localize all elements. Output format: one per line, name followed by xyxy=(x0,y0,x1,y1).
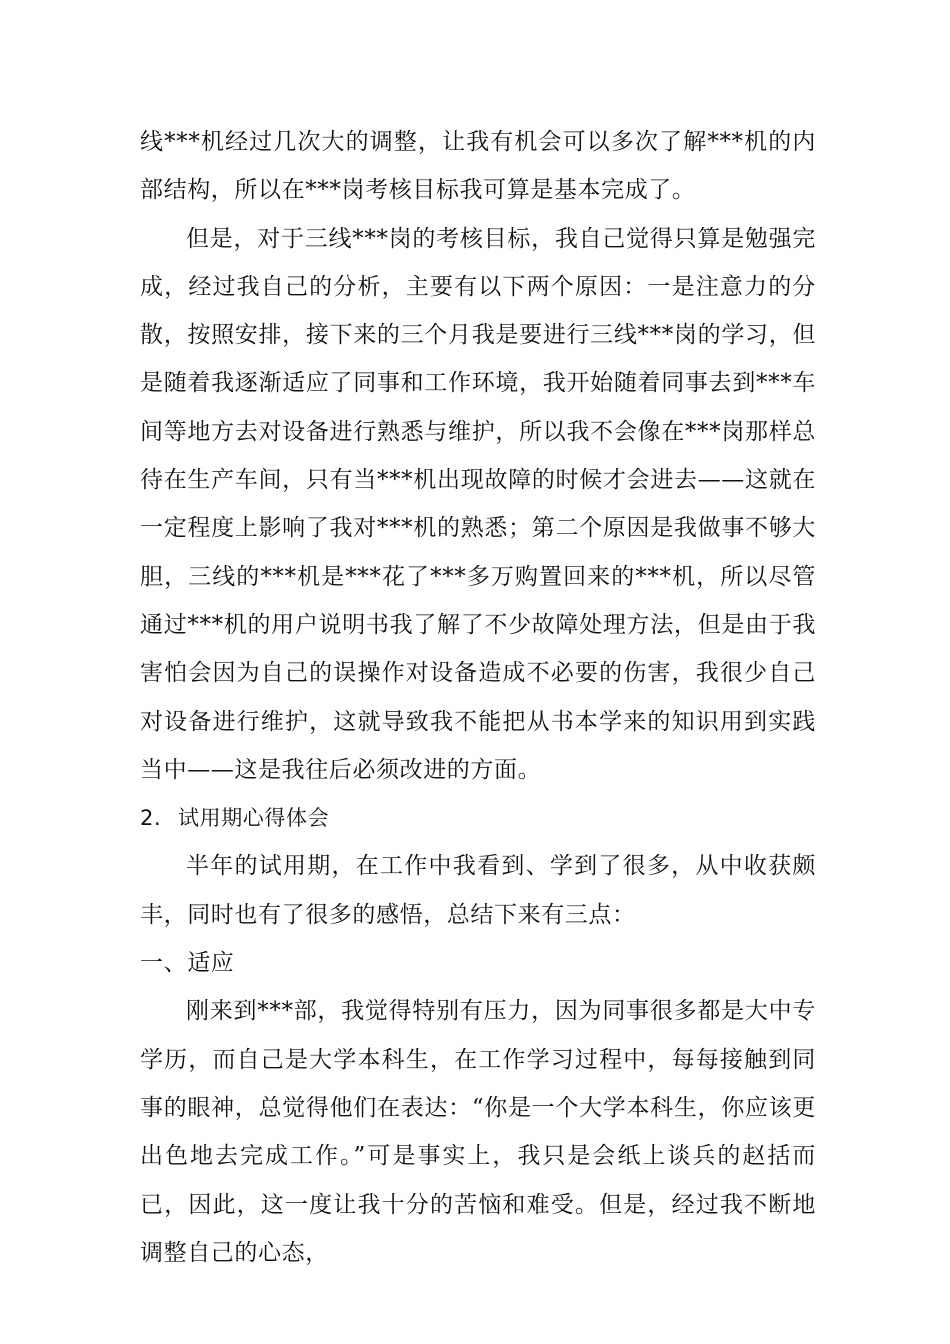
paragraph-intro: 半年的试用期，在工作中我看到、学到了很多，从中收获颇丰，同时也有了很多的感悟，总结下来有三点： xyxy=(140,853,816,928)
subheading-adapt: 一、适应 xyxy=(140,950,235,977)
section-title: 试用期心得体会 xyxy=(178,806,330,831)
section-number: 2. xyxy=(140,806,162,831)
paragraph-assessment: 但是，对于三线***岗的考核目标，我自己觉得只算是勉强完成，经过我自己的分析，主要有以下两个原因：一是注意力的分散，按照安排，接下来的三个月我是要进行三线***岗的学习，但是随着我逐渐适应了同事和工作环境，我开始随着同事去到***车间等地方去对设备进行熟悉与维护，所以我不会像在***岗那样总待在生产车间，只有当***机出现故障的时候才会进去——这就在一定程度上影响了我对***机的熟悉；第二个原因是我做事不够大胆，三线的***机是***花了***多万购置回来的***机，所以尽管通过***机的用户说明书我了解了不少故障处理方法，但是由于我害怕会因为自己的误操作对设备造成不必要的伤害，我很少自己对设备进行维护，这就导致我不能把从书本学来的知识用到实践当中——这是我往后必须改进的方面。 xyxy=(140,225,816,783)
paragraph-adapt: 刚来到***部，我觉得特别有压力，因为同事很多都是大中专学历，而自己是大学本科生，在工作学习过程中，每每接触到同事的眼神，总觉得他们在表达：“你是一个大学本科生，你应该更出色地去完成工作。”可是事实上，我只是会纸上谈兵的赵括而已，因此，这一度让我十分的苦恼和难受。但是，经过我不断地调整自己的心态， xyxy=(140,998,816,1266)
paragraph-continued: 线***机经过几次大的调整，让我有机会可以多次了解***机的内部结构，所以在***岗考核目标我可算是基本完成了。 xyxy=(140,129,816,204)
section-heading xyxy=(140,794,816,842)
document-body xyxy=(140,118,816,1277)
